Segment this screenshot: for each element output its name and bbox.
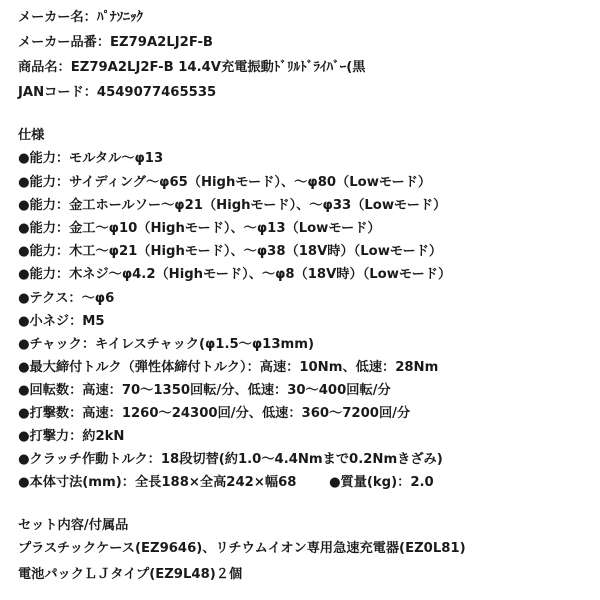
spec-item: ●クラッチ作動トルク：18段切替(約1.0～4.4Nmまで0.2Nmきざみ): [18, 452, 443, 467]
spec-item: ●能力：サイディング～φ65（Highモード）、～φ80（Lowモード）: [18, 175, 432, 190]
spec-item: ●小ネジ：M5: [18, 314, 105, 329]
spec-item: ●回転数：高速：70～1350回転/分、低速：30～400回転/分: [18, 383, 391, 398]
maker-name: メーカー名：ﾊﾟﾅｿﾆｯｸ: [18, 10, 144, 25]
product-name: 商品名：EZ79A2LJ2F-B 14.4V充電振動ﾄﾞﾘﾙﾄﾞﾗｲﾊﾞｰ(黒: [18, 60, 366, 75]
accessories-heading: セット内容/付属品: [18, 518, 129, 533]
spec-item: ●能力：木ネジ～φ4.2（Highモード）、～φ8（18V時）（Lowモード）: [18, 267, 452, 282]
spec-item: ●能力：金工ホールソー～φ21（Highモード）、～φ33（Lowモード）: [18, 198, 447, 213]
spec-item: ●打撃力：約2kN: [18, 429, 125, 444]
spec-item: ●最大締付トルク（弾性体締付トルク）：高速：10Nm、低速：28Nm: [18, 360, 439, 375]
jan-code: JANコード：4549077465535: [18, 85, 217, 100]
spec-item: ●打撃数：高速：1260～24300回/分、低速：360～7200回/分: [18, 406, 411, 421]
maker-part-number: メーカー品番：EZ79A2LJ2F-B: [18, 35, 213, 50]
spec-item: ●能力：金工～φ10（Highモード）、～φ13（Lowモード）: [18, 221, 381, 236]
spec-heading: 仕様: [18, 128, 45, 143]
accessories-line: 電池パックＬＪタイプ(EZ9L48)２個: [18, 567, 243, 582]
accessories-line: プラスチックケース(EZ9646)、リチウムイオン専用急速充電器(EZ0L81): [18, 541, 466, 556]
spec-weight: ●質量(kg)：2.0: [329, 475, 434, 490]
spec-item: ●能力：木工～φ21（Highモード）、～φ38（18V時）（Lowモード）: [18, 244, 443, 259]
spec-dimensions-row: [18, 474, 588, 492]
spec-item: ●チャック：キイレスチャック(φ1.5～φ13mm): [18, 337, 315, 352]
spec-item: ●テクス：～φ6: [18, 291, 115, 306]
spec-dimensions: ●本体寸法(mm)：全長188×全高242×幅68: [18, 475, 297, 490]
spec-item: ●能力：モルタル～φ13: [18, 151, 164, 166]
